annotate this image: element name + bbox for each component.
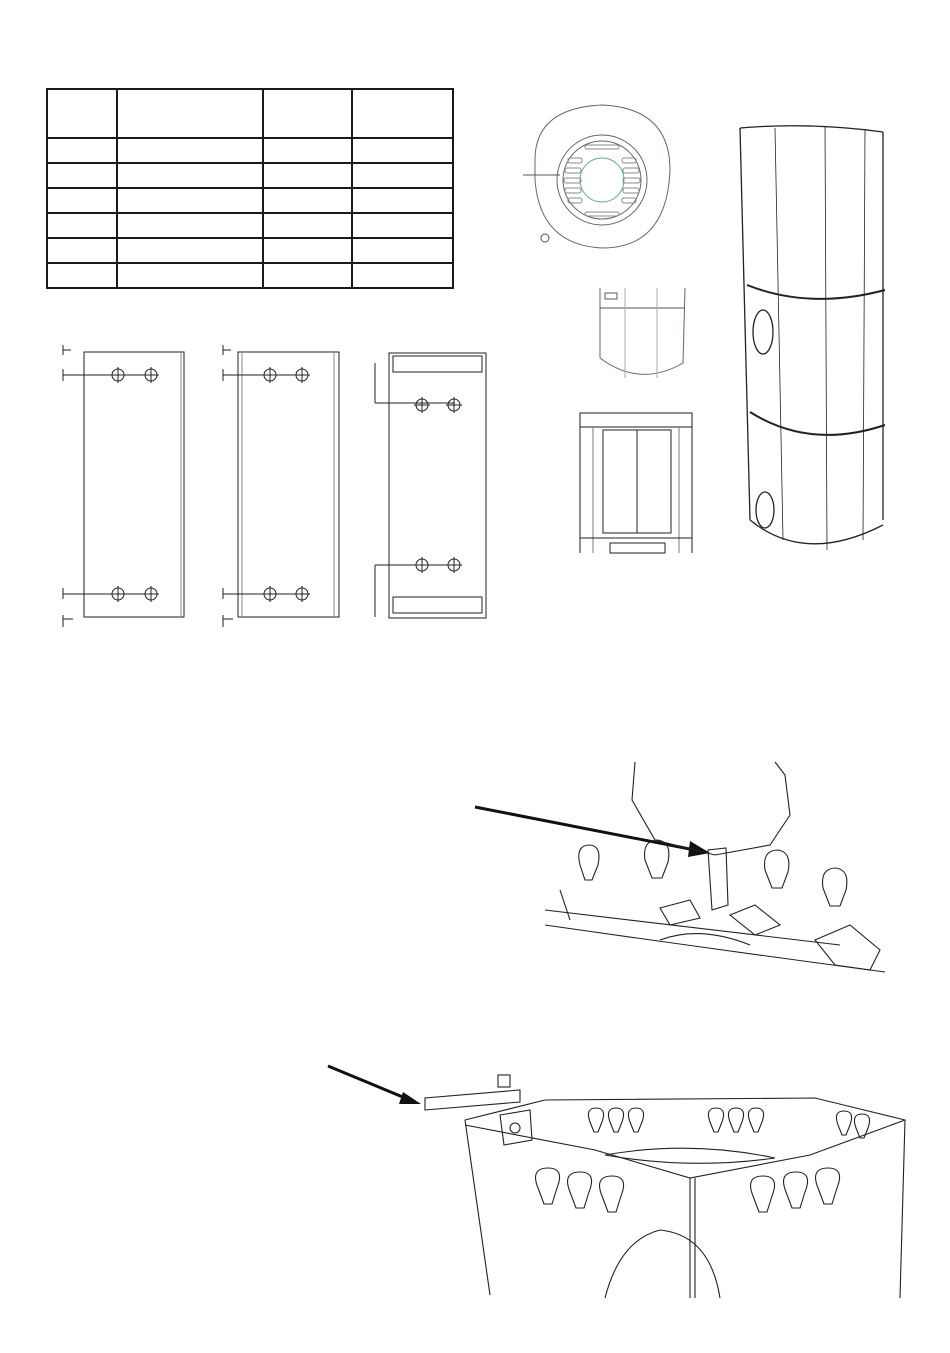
table-header-cell	[117, 89, 263, 138]
stove-top-view-drawing	[515, 100, 690, 260]
table-cell	[47, 213, 117, 238]
table-cell	[352, 138, 453, 163]
table-row	[47, 163, 453, 188]
table-cell	[117, 213, 263, 238]
arrow-icon	[325, 1062, 425, 1107]
table-header-cell	[47, 89, 117, 138]
table-cell	[117, 263, 263, 288]
table-cell	[352, 188, 453, 213]
table-cell	[117, 138, 263, 163]
side-panel-drawing-a	[55, 335, 195, 630]
table-header-row	[47, 89, 453, 138]
table-cell	[352, 238, 453, 263]
stove-perspective-drawing	[725, 120, 905, 565]
table-cell	[117, 163, 263, 188]
table-cell	[263, 138, 352, 163]
table-cell	[47, 188, 117, 213]
table-cell	[263, 213, 352, 238]
table-row	[47, 188, 453, 213]
table-cell	[263, 238, 352, 263]
table-cell	[117, 188, 263, 213]
table-row	[47, 238, 453, 263]
table-row	[47, 138, 453, 163]
table-cell	[263, 163, 352, 188]
side-panel-drawing-c	[365, 345, 495, 630]
table-cell	[352, 213, 453, 238]
table-cell	[117, 238, 263, 263]
table-cell	[352, 263, 453, 288]
table-cell	[263, 188, 352, 213]
table-row	[47, 263, 453, 288]
table-header-cell	[263, 89, 352, 138]
table-cell	[47, 163, 117, 188]
assembly-step-1-illustration	[540, 760, 900, 980]
parts-table	[46, 88, 454, 289]
stove-top-detail-drawing	[595, 283, 695, 388]
table-cell	[47, 263, 117, 288]
table-cell	[263, 263, 352, 288]
table-cell	[47, 238, 117, 263]
table-cell	[352, 163, 453, 188]
side-panel-drawing-b	[215, 335, 355, 630]
stove-front-view-drawing	[575, 410, 700, 555]
assembly-step-2-illustration	[420, 1070, 910, 1300]
table-row	[47, 213, 453, 238]
table-cell	[47, 138, 117, 163]
table-header-cell	[352, 89, 453, 138]
